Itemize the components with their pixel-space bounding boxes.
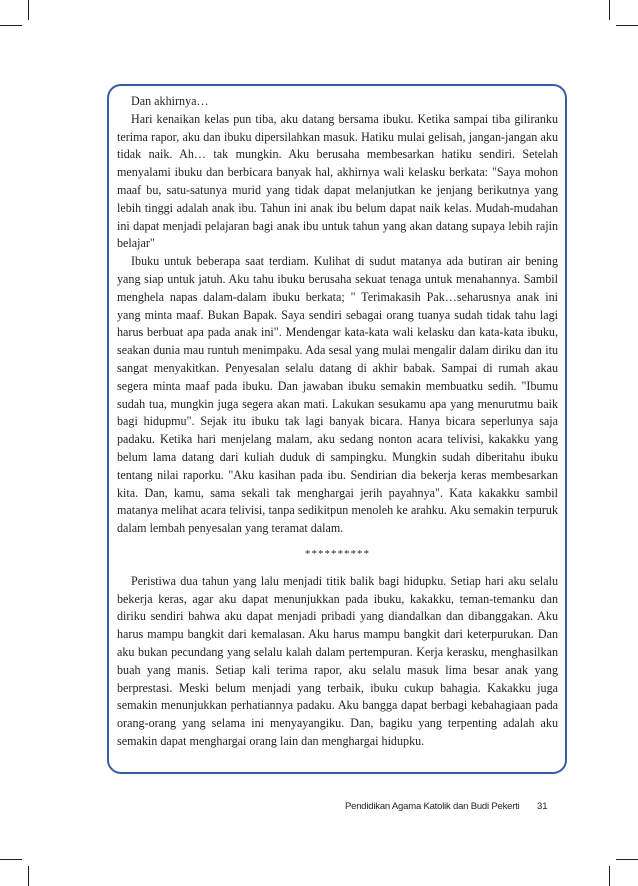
crop-mark: [609, 866, 610, 886]
story-text: [117, 93, 558, 751]
paragraph: Peristiwa dua tahun yang lalu menjadi titik balik bagi hidupku. Setiap hari aku selalu bekerja keras, agar aku dapat menunjukkan pada ibuku, kakakku, teman-temanku dan diriku sendiri bahwa aku dapat menjadi pribadi yang diandalkan dan dibanggakan. Aku harus mampu bangkit dari kemalasan. Aku harus mampu bangkit dari keterpurukan. Dan aku bukan pecundang yang selalu kalah dalam pertempuran. Kerja kerasku, menghasilkan buah yang manis. Setiap kali terima rapor, aku selalu masuk lima besar anak yang berprestasi. Meski belum menjadi yang terbaik, ibuku cukup bahagia. Kakakku juga semakin menunjukkan perhatiannya padaku. Aku bangga dapat berbagi kebahagiaan pada orang-orang yang selama ini menyayangiku. Dan, bagiku yang terpenting adalah aku semakin dapat menghargai orang lain dan menghargai hidupku.: [117, 573, 558, 748]
paragraph: Ibuku untuk beberapa saat terdiam. Kulihat di sudut matanya ada butiran air bening yang siap untuk jatuh. Aku tahu ibuku berusaha sekuat tenaga untuk menahannya. Sambil menghela napas dalam-dalam ibuku berkata; " Terimakasih Pak…seharusnya anak ini yang minta maaf. Bukan Bapak. Saya sendiri sebagai orang tuanya sudah tidak tahu lagi harus berbuat apa pada anak ini". Mendengar kata-kata wali kelasku dan kata-kata ibuku, seakan dunia mau runtuh menimpaku. Ada sesal yang mulai mengalir dalam diriku dan itu sangat menyakitkan. Penyesalan selalu datang di akhir babak. Sampai di rumah akau segera minta maaf pada ibuku. Dan jawaban ibuku semakin membuatku sedih. "Ibumu sudah tua, mungkin juga segera akan mati. Lakukan sesukamu apa yang menurutmu baik bagi hidupmu". Sejak itu ibuku tak lagi banyak bicara. Hanya bicara seperlunya saja padaku. Ketika hari menjelang malam, aku sedang nonton acara telivisi, kakakku yang belum lama datang dari kuliah duduk di sampingku. Mungkin sudah diberitahu ibuku tentang nilai raporku. "Aku kasihan pada ibu. Sendirian dia bekerja keras membesarkan kita. Dan, kamu, sama sekali tak menghargai jerih payahnya". Kata kakakku sambil matanya melihat acara telivisi, tanpa sedikitpun menoleh ke arahku. Aku semakin terpuruk dalam lembah penyesalan yang teramat dalam.: [117, 254, 558, 536]
crop-mark: [0, 859, 22, 860]
footer-book-title: Pendidikan Agama Katolik dan Budi Pekerti: [345, 801, 520, 812]
page-footer: [0, 801, 638, 817]
section-separator: **********: [305, 547, 370, 560]
paragraph: Hari kenaikan kelas pun tiba, aku datang bersama ibuku. Ketika sampai tiba giliranku terima rapor, aku dan ibuku dipersilahkan masuk. Hatiku mulai gelisah, jangan-jangan aku tidak naik. Ah… tak mungkin. Aku berusaha membesarkan hatiku sendiri. Setelah menyalami ibuku dan berbicara banyak hal, akhirnya wali kelasku berkata: "Saya mohon maaf bu, satu-satunya murid yang tidak dapat melanjutkan ke jenjang berikutnya yang lebih tinggi adalah anak ibu. Tahun ini anak ibu belum dapat naik kelas. Mudah-mudahan ini dapat menjadi pelajaran bagi anak ibu untuk tahun yang akan datang supaya lebih rajin belajar": [117, 111, 558, 251]
crop-mark: [616, 25, 638, 26]
crop-mark: [616, 859, 638, 860]
crop-mark: [28, 0, 29, 20]
crop-mark: [609, 0, 610, 20]
crop-mark: [28, 866, 29, 886]
paragraph: Dan akhirnya…: [131, 94, 209, 108]
crop-mark: [0, 25, 22, 26]
page-number: 31: [537, 801, 548, 812]
